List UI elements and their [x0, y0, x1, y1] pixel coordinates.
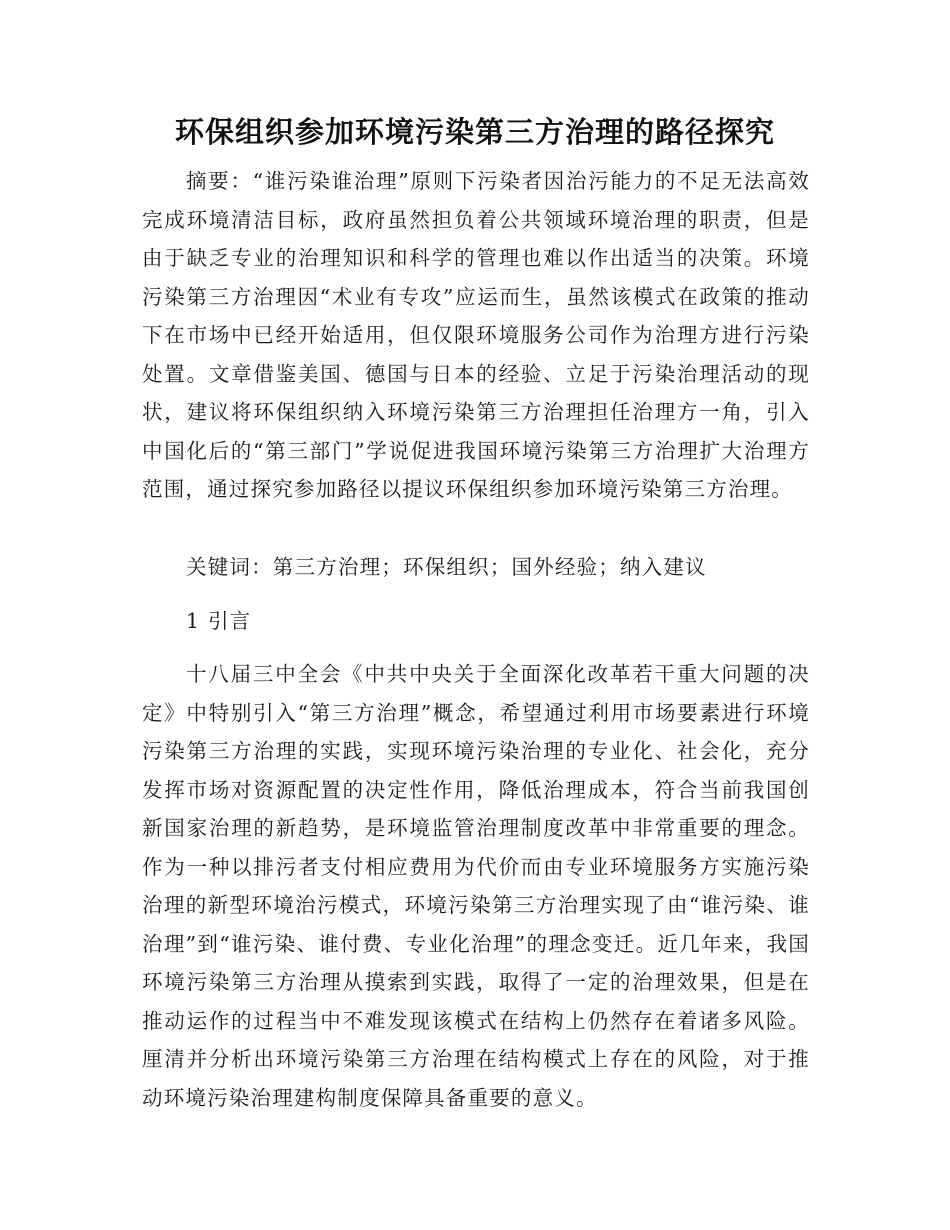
keywords-line: 关键词：第三方治理；环保组织；国外经验；纳入建议 [186, 555, 707, 579]
abstract-paragraph: 摘要：“谁污染谁治理”原则下污染者因治污能力的不足无法高效完成环境清洁目标，政府虽然担负着公共领域环境治理的职责，但是由于缺乏专业的治理知识和科学的管理也难以作出适当的决策。环境污染第三方治理因“术业有专攻”应运而生，虽然该模式在政策的推动下在市场中已经开始适用，但仅限环境服务公司作为治理方进行污染处置。文章借鉴美国、德国与日本的经验、立足于污染治理活动的现状，建议将环保组织纳入环境污染第三方治理担任治理方一角，引入中国化后的“第三部门”学说促进我国环境污染第三方治理扩大治理方范围，通过探究参加路径以提议环保组织参加环境污染第三方治理。 [142, 169, 810, 501]
document-title: 环保组织参加环境污染第三方治理的路径探究 [174, 115, 775, 149]
intro-paragraph: 十八届三中全会《中共中央关于全面深化改革若干重大问题的决定》中特别引入“第三方治理”概念，希望通过利用市场要素进行环境污染第三方治理的实践，实现环境污染治理的专业化、社会化，充分发挥市场对资源配置的决定性作用，降低治理成本，符合当前我国创新国家治理的新趋势，是环境监管治理制度改革中非常重要的理念。作为一种以排污者支付相应费用为代价而由专业环境服务方实施污染治理的新型环境治污模式，环境污染第三方治理实现了由“谁污染、谁治理”到“谁污染、谁付费、专业化治理”的理念变迁。近几年来，我国环境污染第三方治理从摸索到实践，取得了一定的治理效果，但是在推动运作的过程当中不难发现该模式在结构上仍然存在着诸多风险。厘清并分析出环境污染第三方治理在结构模式上存在的风险，对于推动环境污染治理建构制度保障具备重要的意义。 [142, 662, 810, 1110]
section-heading: 1 引言 [186, 609, 252, 633]
